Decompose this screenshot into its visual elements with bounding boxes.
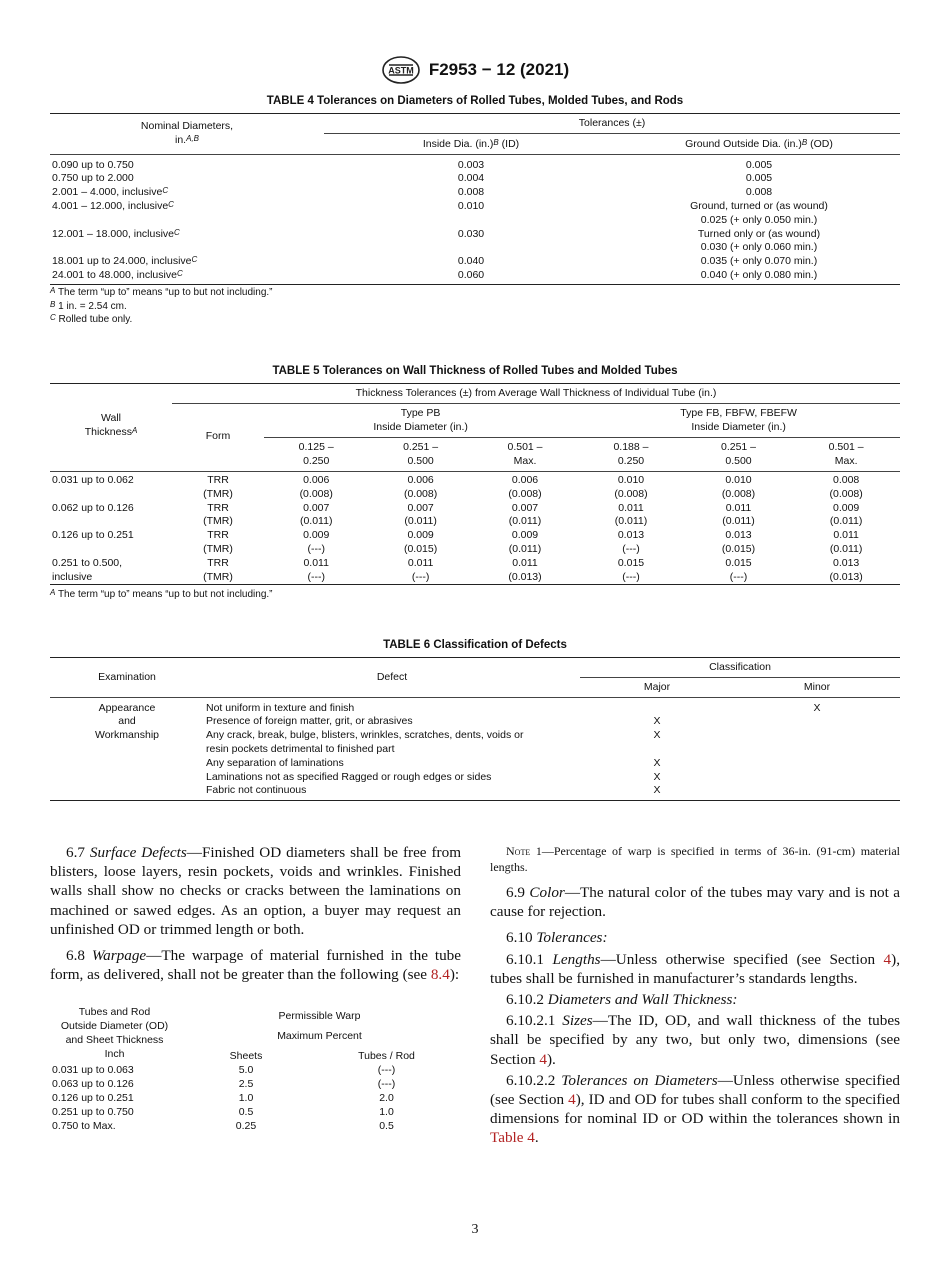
- table4-caption: TABLE 4 Tolerances on Diameters of Rolled Tubes, Molded Tubes, and Rods: [266, 95, 684, 107]
- table4-od-head: Ground Outside Dia. $(in.)^B$ (OD): [618, 133, 900, 154]
- table5-wall-cell: 0.251 to 0.500, inclusive: [50, 557, 172, 585]
- section-4-link[interactable]: 4: [539, 1050, 547, 1068]
- table-row: [50, 154, 900, 172]
- table5-value-cell: 0.011 (0.013): [473, 557, 577, 585]
- section-6-10-2: 6.10.2 Diameters and Wall Thickness:: [506, 991, 738, 1009]
- table5-top-head: Thickness Tolerances (±) from Average Wall Thickness of Individual Tube (in.): [172, 384, 900, 404]
- table4-id-cell: 0.008: [457, 186, 485, 199]
- table4-nominal-head: Nominal Diameters, in.$^{A,B}$: [50, 114, 324, 155]
- table-row: [50, 228, 900, 256]
- section-6-7: 6.7 Surface Defects—Finished OD diameters shall be free from blisters, loose layers, resin pockets, voids and wrinkles. Finished walls shall show no checks or cracks between the laminations on machined or sawed edges. As an option, a buyer may request an unfinished OD or trimmed length or both.: [50, 844, 462, 938]
- table-row: [50, 1119, 460, 1133]
- table5-value-cell: 0.009 (0.011): [829, 501, 863, 528]
- table6-defect-cell: Any crack, break, bulge, blisters, wrinkles, scratches, dents, voids or resin pockets detrimental to finished part: [206, 729, 524, 755]
- page-number: 3: [471, 1222, 479, 1237]
- table5-value-cell: 0.011 (---): [264, 557, 368, 585]
- warp-cell: 2.0: [379, 1092, 394, 1104]
- table4-tolerances-head: Tolerances (±): [324, 114, 900, 134]
- table-row: [50, 172, 900, 186]
- table5-value-cell: 0.011 (0.011): [829, 529, 863, 555]
- section-6-8: 6.8 Warpage—The warpage of material furnished in the tube form, as delivered, shall not be greater than the following (see 8.4):: [50, 947, 462, 984]
- table5-form-cell: TRR (TMR): [172, 557, 264, 585]
- section-4-link[interactable]: 4: [883, 950, 892, 968]
- section-6-10-2-1: 6.10.2.1 Sizes—The ID, OD, and wall thickness of the tubes shall be specified by any two, but only two, dimensions (see Section 4).: [490, 1012, 901, 1068]
- table6-defect-head: Defect: [204, 658, 580, 698]
- table4-od-cell: Turned only or (as wound) 0.030 (+ only 0.060 min.): [697, 227, 821, 254]
- section-6-10-1: 6.10.1 Lengths—Unless otherwise specified (see Section 4), tubes shall be furnished in manufacturer’s standards lengths.: [490, 950, 900, 987]
- warp-head-size: Tubes and Rod Outside Diameter (OD) and Sheet Thickness Inch: [60, 1006, 169, 1060]
- table5-form-head: Form: [172, 403, 264, 471]
- table5-value-cell: 0.011 (---): [368, 557, 472, 585]
- table4-footnote: $^A$ The term “up to” means “up to but not including.”: [50, 286, 273, 298]
- section-8-4-link[interactable]: 8.4: [430, 966, 450, 984]
- table5-fb-head: Type FB, FBFW, FBEFW Inside Diameter (in.): [577, 403, 900, 438]
- table-row: [50, 255, 900, 269]
- table5-form-cell: TRR (TMR): [203, 473, 233, 500]
- table5-value-cell: 0.009 (---): [303, 529, 330, 555]
- table5-pb-head: Type PB Inside Diameter (in.): [264, 403, 577, 438]
- warp-table: [50, 1005, 460, 1133]
- table-row: [50, 200, 900, 228]
- warp-cell: 2.5: [238, 1078, 254, 1090]
- table6-major-cell: [580, 697, 734, 715]
- table4-nominal-cell: 0.090 up to 0.750: [52, 158, 134, 171]
- warp-cell: (---): [377, 1064, 396, 1076]
- table5-value-cell: 0.006 (0.008): [403, 473, 438, 500]
- table-row: [50, 502, 900, 530]
- astm-logo-icon: [381, 55, 421, 85]
- table5-value-cell: 0.013 (0.015): [721, 529, 756, 555]
- table6-minor-cell: [734, 729, 900, 757]
- table5-value-cell: 0.011 (0.011): [722, 501, 755, 528]
- table6-body: [50, 697, 900, 801]
- table6-defect-cell: Not uniform in texture and finish: [206, 701, 355, 714]
- table5-wall-cell: 0.126 up to 0.251: [52, 529, 134, 542]
- section-6-10: 6.10 Tolerances:: [506, 929, 608, 947]
- table4-od-cell: 0.008: [745, 186, 773, 199]
- table4-od-cell: 0.005: [745, 172, 773, 185]
- table4-id-cell: 0.003: [457, 158, 485, 171]
- table-row: [50, 186, 900, 200]
- table4-id-cell: 0.030: [457, 227, 485, 240]
- table6-minor-cell: [734, 784, 900, 800]
- table4-footnote: $^C$ Rolled tube only.: [50, 313, 133, 326]
- warp-cell: 0.750 to Max.: [52, 1120, 116, 1132]
- table4-nominal-cell: 24.001 to 48.000, inclusive$^C$: [50, 269, 324, 284]
- table5-value-cell: 0.006 (0.008): [508, 473, 542, 500]
- table4-nominal-cell: 18.001 up to 24.000, inclusive$^C$: [52, 255, 198, 268]
- table5-value-cell: 0.010 (0.008): [721, 473, 756, 500]
- warp-cell: 1.0: [379, 1106, 394, 1118]
- table5: [50, 383, 900, 585]
- table5-wall-cell: 0.031 up to 0.062: [52, 473, 134, 486]
- table-row: [50, 529, 900, 557]
- table6: [50, 657, 900, 801]
- table6-minor-cell: X: [813, 701, 821, 714]
- table6-class-head: Classification: [580, 658, 900, 678]
- table-row: [50, 557, 900, 585]
- table4-od-cell: 0.040 (+ only 0.080 min.): [618, 269, 900, 284]
- table-row: [50, 1105, 460, 1119]
- warp-cell: 0.063 up to 0.126: [52, 1078, 134, 1090]
- table4-id-cell: 0.010: [457, 199, 485, 212]
- warp-cell: 0.5: [238, 1106, 254, 1118]
- table5-body: [50, 471, 900, 584]
- warp-cell: 0.251 up to 0.750: [52, 1106, 134, 1118]
- warp-cell: 0.25: [235, 1120, 257, 1132]
- table6-caption: TABLE 6 Classification of Defects: [383, 639, 567, 651]
- table5-value-cell: 0.010 (0.008): [614, 473, 648, 500]
- page-header: [0, 56, 950, 84]
- table6-major-cell: X: [653, 770, 661, 783]
- table5-value-cell: 0.009 (0.015): [403, 529, 438, 555]
- table4-nominal-cell: 12.001 – 18.000, inclusive$^C$: [52, 227, 180, 240]
- table-row: [50, 697, 900, 715]
- table6-major-cell: X: [653, 729, 661, 742]
- table6-defect-cell: Fabric not continuous: [204, 784, 580, 800]
- warp-cell: 0.126 up to 0.251: [52, 1092, 134, 1104]
- table-row: [50, 1091, 460, 1105]
- table-row: [50, 471, 900, 501]
- document-code: F2953 − 12 (2021): [428, 60, 570, 79]
- warp-body: [50, 1063, 460, 1133]
- table5-range-head: 0.251 – 0.500: [685, 438, 793, 472]
- table6-minor-cell: [734, 771, 900, 785]
- left-column: [50, 843, 461, 991]
- table4-id-cell: 0.040: [457, 255, 485, 268]
- table5-value-cell: 0.013 (0.013): [792, 557, 900, 585]
- table6-major-cell: X: [653, 756, 661, 769]
- table4-od-cell: Ground, turned or (as wound) 0.025 (+ only 0.050 min.): [690, 199, 828, 226]
- table5-value-cell: 0.011 (0.011): [614, 501, 648, 528]
- table5-wall-head: Wall Thickness$^A$: [50, 384, 172, 472]
- table5-form-cell: TRR (TMR): [203, 529, 233, 555]
- table4-od-cell: 0.005: [745, 158, 773, 171]
- table4-id-cell: 0.004: [457, 172, 485, 185]
- warp-head-sheets: Sheets: [229, 1050, 263, 1062]
- table5-value-cell: 0.015 (---): [577, 557, 685, 585]
- table5-wall-cell: 0.062 up to 0.126: [52, 501, 134, 514]
- table6-major-head: Major: [580, 677, 734, 697]
- svg-text:ASTM: ASTM: [388, 65, 414, 76]
- table-4-link[interactable]: Table 4: [490, 1129, 535, 1147]
- table4-nominal-cell: 2.001 – 4.000, inclusive$^C$: [52, 186, 169, 199]
- table4-id-head: Inside Dia. $(in.)^B$ (ID): [324, 133, 618, 154]
- table5-value-cell: 0.007 (0.011): [299, 501, 333, 528]
- table4-od-cell: 0.035 (+ only 0.070 min.): [700, 255, 818, 268]
- table5-range-head: 0.251 – 0.500: [368, 438, 472, 472]
- table4-nominal-cell: 0.750 up to 2.000: [52, 172, 134, 185]
- warp-cell: (---): [377, 1078, 396, 1090]
- warp-cell: 5.0: [238, 1064, 254, 1076]
- table4-id-cell: 0.060: [324, 269, 618, 284]
- warp-cell: 0.031 up to 0.063: [52, 1064, 134, 1076]
- section-4-link[interactable]: 4: [568, 1091, 576, 1109]
- table5-value-cell: 0.007 (0.011): [404, 501, 437, 528]
- table5-value-cell: 0.007 (0.011): [508, 501, 542, 528]
- section-6-10-2-2: 6.10.2.2 Tolerances on Diameters—Unless otherwise specified (see Section 4), ID and OD for tubes shall conform to the specified dimensions for nominal ID or OD within the tolerances shown in Table 4.: [490, 1071, 900, 1147]
- table6-defect-cell: Presence of foreign matter, grit, or abrasives: [206, 715, 413, 728]
- warp-head-permissible: Permissible Warp Maximum Percent: [277, 1010, 362, 1042]
- table5-footnote: $^A$ The term “up to” means “up to but not including.”: [50, 588, 273, 600]
- table6-minor-cell: [734, 757, 900, 771]
- table4-body: [50, 154, 900, 284]
- table5-value-cell: 0.006 (0.008): [299, 473, 333, 500]
- table6-defect-cell: Laminations not as specified Ragged or rough edges or sides: [206, 770, 492, 783]
- table5-value-cell: 0.009 (0.011): [508, 529, 542, 555]
- table6-defect-cell: Any separation of laminations: [206, 756, 344, 769]
- table4: [50, 113, 900, 285]
- table4-footnotes: [50, 286, 273, 327]
- table4-footnote: $^B$ 1 in. = 2.54 cm.: [50, 299, 127, 312]
- table5-range-head: 0.188 – 0.250: [577, 438, 685, 472]
- table5-caption: TABLE 5 Tolerances on Wall Thickness of Rolled Tubes and Molded Tubes: [272, 365, 678, 377]
- warp-cell: 0.5: [379, 1120, 394, 1132]
- table-row: [50, 1063, 460, 1077]
- note-1: Note 1—Percentage of warp is specified in terms of 36-in. (91-cm) material lengths.: [490, 844, 901, 874]
- table5-range-head: 0.125 – 0.250: [264, 438, 368, 472]
- table-row: [50, 269, 900, 284]
- table4-nominal-cell: 4.001 – 12.000, inclusive$^C$: [52, 199, 174, 212]
- right-column: [490, 843, 900, 1155]
- table6-minor-head: Minor: [734, 677, 900, 697]
- section-6-9: 6.9 Color—The natural color of the tubes may vary and is not a cause for rejection.: [490, 884, 901, 921]
- warp-cell: 1.0: [238, 1092, 254, 1104]
- table6-minor-cell: [734, 715, 900, 729]
- table5-form-cell: TRR (TMR): [203, 501, 233, 528]
- table-row: [50, 1077, 460, 1091]
- table5-range-head: 0.501 – Max.: [473, 438, 577, 472]
- table5-range-head: 0.501 – Max.: [792, 438, 900, 472]
- table6-major-cell: X: [580, 784, 734, 800]
- table5-value-cell: 0.013 (---): [617, 529, 645, 555]
- table5-value-cell: 0.008 (0.008): [829, 473, 863, 500]
- warp-head-tubes: Tubes / Rod: [358, 1050, 415, 1062]
- table6-major-cell: X: [653, 715, 661, 728]
- table6-exam-cell: Appearance and Workmanship: [50, 697, 204, 801]
- table5-value-cell: 0.015 (---): [685, 557, 793, 585]
- table6-exam-head: Examination: [50, 658, 204, 698]
